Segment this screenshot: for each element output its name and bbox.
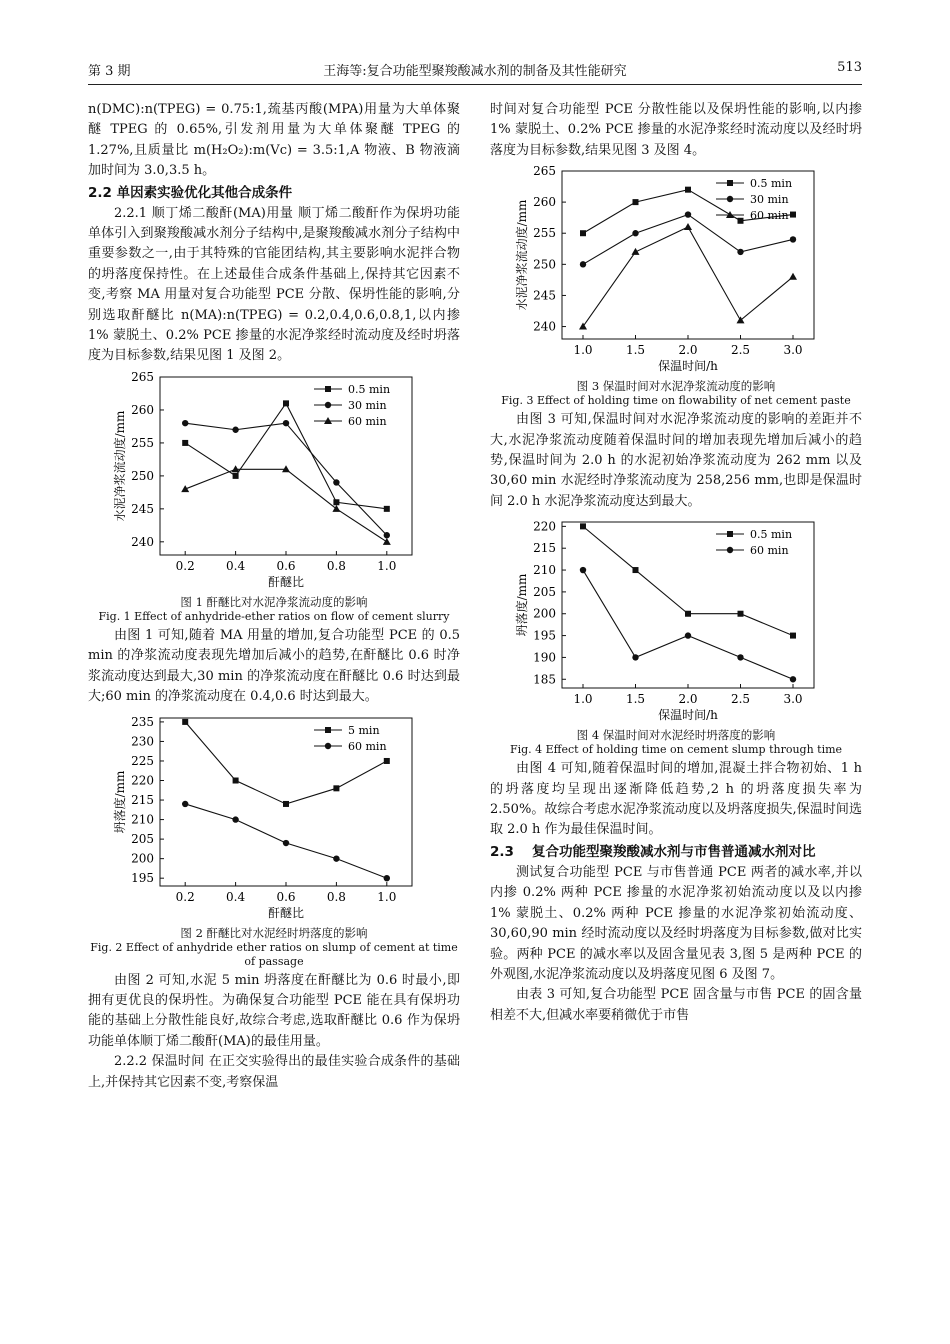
data-point: [790, 633, 796, 639]
data-point: [632, 654, 638, 660]
data-point: [685, 633, 691, 639]
figure-4: [490, 516, 862, 757]
data-point: [632, 230, 638, 236]
x-tick-label: 1.5: [625, 343, 646, 358]
header-rule: [88, 84, 862, 85]
y-tick-label: 245: [533, 288, 556, 303]
legend-label: 60 min: [750, 544, 789, 558]
series-line: [583, 570, 793, 679]
x-tick-label: 2.0: [678, 692, 698, 707]
y-axis-label: 坍落度/mm: [515, 573, 529, 637]
y-tick-label: 215: [533, 541, 556, 556]
y-tick-label: 240: [533, 319, 556, 334]
x-tick-label: 2.0: [678, 343, 698, 358]
x-axis-label: 保温时间/h: [658, 359, 718, 374]
data-point: [790, 676, 796, 682]
y-tick-label: 200: [131, 851, 154, 866]
data-point: [283, 420, 289, 426]
paragraph: n(DMC):n(TPEG) = 0.75:1,巯基丙酸(MPA)用量为大单体聚醚 TPEG 的 0.65%,引发剂用量为大单体聚醚 TPEG 的 1.27%,且质量比 m(H₂O₂):m(Vc) = 3.5:1,A 物液、B 物液滴加时间为 3.0,3.5 h。: [88, 102, 460, 179]
data-point: [333, 855, 339, 861]
x-tick-label: 0.2: [175, 558, 195, 573]
data-point: [384, 757, 390, 763]
y-tick-label: 215: [131, 792, 154, 807]
data-point: [738, 611, 744, 617]
figure-2-chart: [88, 712, 460, 926]
figure-3: [490, 165, 862, 408]
y-tick-label: 200: [533, 606, 556, 621]
figure-1-caption-en: Fig. 1 Effect of anhydride-ether ratios on flow of cement slurry: [98, 609, 450, 623]
paragraph: 2.2.1 顺丁烯二酸酐(MA)用量 顺丁烯二酸酐作为保坍功能单体引入到聚羧酸减水剂分子结构中,是聚羧酸减水剂分子结构中重要参数之一,由于其特殊的官能团结构,其主要影响水泥拌合物的坍落度保持性。在上述最佳合成条件基础上,保持其它因素不变,考察 MA 用量对复合功能型 PCE 分散、保坍性能的影响,分别选取酐醚比 n(MA):n(TPEG) = 0.2,0.4,0.6,0.8,1,以内掺 1% 蒙脱土、0.2% PCE 掺量的水泥净浆经时流动度及经时坍落度为目标参数,结果见图 1 及图 2。: [88, 205, 460, 364]
legend-marker: [727, 180, 733, 186]
data-point: [685, 187, 691, 193]
data-point: [181, 485, 189, 492]
paragraph: 时间对复合功能型 PCE 分散性能以及保坍性能的影响,以内掺 1% 蒙脱土、0.2% PCE 掺量的水泥净浆经时流动度以及经时坍落度为目标参数,结果见图 3 及图 4。: [490, 102, 862, 158]
data-point: [633, 567, 639, 573]
paragraph: 由表 3 可知,复合功能型 PCE 固含量与市售 PCE 的固含量相差不大,但减水率要稍微优于市售: [490, 987, 862, 1023]
x-tick-label: 1.0: [573, 692, 593, 707]
x-tick-label: 0.4: [226, 558, 246, 573]
y-tick-label: 195: [131, 870, 154, 885]
x-tick-label: 0.8: [326, 889, 346, 904]
y-tick-label: 260: [131, 402, 154, 417]
x-axis-label: 酐醚比: [267, 574, 305, 589]
legend-label: 60 min: [348, 414, 387, 428]
figure-2: [88, 712, 460, 969]
section-heading-2-3: [490, 841, 862, 863]
series-line: [583, 215, 793, 265]
figure-2-caption-en: Fig. 2 Effect of anhydride ether ratios on slump of cement at time of passage: [90, 940, 458, 968]
legend-marker: [325, 402, 331, 408]
right-column: [490, 100, 862, 1026]
y-tick-label: 245: [131, 501, 154, 516]
x-tick-label: 1.0: [377, 889, 397, 904]
figure-2-caption: 图 2 酐醚比对水泥经时坍落度的影响: [180, 925, 368, 940]
y-tick-label: 260: [533, 195, 556, 210]
data-point: [233, 473, 239, 479]
figure-4-chart: [490, 516, 862, 728]
data-point: [232, 816, 238, 822]
data-point: [384, 506, 390, 512]
paragraph: 由图 2 可知,水泥 5 min 坍落度在酐醚比为 0.6 时最小,即拥有更优良的保坍性。为确保复合功能型 PCE 能在具有保坍功能的基础上分散性能良好,故综合考虑,选取酐醚比 0.6 作为保坍功能单体顺丁烯二酸酐(MA)的最佳用量。: [88, 972, 460, 1049]
legend-marker: [325, 386, 331, 392]
legend-label: 60 min: [348, 739, 387, 753]
figure-1-caption: 图 1 酐醚比对水泥净浆流动度的影响: [180, 594, 368, 609]
series-line: [185, 423, 387, 535]
data-point: [737, 654, 743, 660]
figure-3-caption: 图 3 保温时间对水泥净浆流动度的影响: [576, 379, 776, 394]
figure-1-chart: [88, 371, 460, 595]
data-point: [685, 212, 691, 218]
y-tick-label: 210: [533, 563, 556, 578]
x-tick-label: 1.5: [625, 692, 646, 707]
data-point: [182, 440, 188, 446]
y-tick-label: 250: [533, 257, 556, 272]
data-point: [738, 218, 744, 224]
data-point: [579, 323, 587, 330]
left-column: [88, 100, 460, 1093]
y-tick-label: 230: [131, 733, 154, 748]
data-point: [383, 538, 391, 545]
data-point: [684, 223, 692, 230]
data-point: [790, 236, 796, 242]
data-point: [633, 199, 639, 205]
data-point: [580, 230, 586, 236]
y-tick-label: 255: [533, 226, 556, 241]
data-point: [632, 248, 640, 255]
data-point: [182, 420, 188, 426]
data-point: [182, 800, 188, 806]
legend-label: 5 min: [348, 723, 380, 737]
series-line: [185, 469, 387, 542]
paragraph: 2.2.2 保温时间 在正交实验得出的最佳实验合成条件的基础上,并保持其它因素不变,考察保温: [88, 1054, 460, 1090]
paragraph: 测试复合功能型 PCE 与市售普通 PCE 两者的减水率,并以内掺 0.2% 两种 PCE 掺量的水泥净浆初始流动度以及以内掺 1% 蒙脱土、0.2% 两种 PCE 掺量的水泥净浆初始流动度、30,60,90 min 经时流动度以及经时坍落度为目标参数,做对比实验。两种 PCE 的减水率以及固含量见表 3,图 5 是两种 PCE 的外观图,水泥净浆流动度以及坍落度见图 6 及图 7。: [490, 864, 862, 982]
section-heading-2-2: 2.2 单因素实验优化其他合成条件: [88, 184, 293, 201]
y-tick-label: 220: [131, 773, 154, 788]
x-tick-label: 1.0: [377, 558, 397, 573]
series-line: [583, 527, 793, 636]
y-axis-label: 水泥净浆流动度/mm: [113, 410, 127, 522]
data-point: [384, 874, 390, 880]
data-point: [333, 479, 339, 485]
x-tick-label: 0.6: [276, 889, 296, 904]
data-point: [332, 505, 340, 512]
data-point: [790, 212, 796, 218]
section-number: 2.3: [490, 843, 514, 860]
x-tick-label: 3.0: [783, 692, 803, 707]
x-tick-label: 0.8: [326, 558, 346, 573]
y-axis-label: 水泥净浆流动度/mm: [515, 199, 529, 311]
x-axis-label: 保温时间/h: [658, 708, 718, 723]
legend-marker: [325, 742, 331, 748]
legend-label: 60 min: [750, 209, 789, 223]
legend-label: 0.5 min: [348, 382, 391, 396]
x-tick-label: 3.0: [783, 343, 803, 358]
paragraph: 由图 3 可知,保温时间对水泥净浆流动度的影响的差距并不大,水泥净浆流动度随着保温时间的增加表现先增加后减小的趋势,保温时间为 2.0 h 的水泥初始净浆流动度为 262 mm 以及 30,60 min 水泥经时净浆流动度为 258,256 mm,也即是保温时间 2.0 h 水泥净浆流动度达到最大。: [490, 412, 862, 509]
x-tick-label: 2.5: [730, 692, 751, 707]
data-point: [233, 777, 239, 783]
legend-marker: [727, 196, 733, 202]
y-tick-label: 265: [533, 165, 556, 179]
series-line: [583, 227, 793, 327]
running-title: 王海等:复合功能型聚羧酸减水剂的制备及其性能研究: [323, 64, 627, 79]
y-tick-label: 210: [131, 812, 154, 827]
figure-3-chart: [490, 165, 862, 379]
legend-marker: [727, 547, 733, 553]
page-number: 513: [837, 60, 862, 75]
figure-3-caption-en: Fig. 3 Effect of holding time on flowability of net cement paste: [501, 394, 851, 408]
x-tick-label: 0.2: [175, 889, 195, 904]
figure-4-caption-en: Fig. 4 Effect of holding time on cement slump through time: [509, 743, 843, 757]
legend-label: 30 min: [750, 193, 789, 207]
x-axis-label: 酐醚比: [267, 905, 305, 920]
data-point: [283, 800, 289, 806]
y-tick-label: 205: [131, 831, 154, 846]
section-title: 复合功能型聚羧酸减水剂与市售普通减水剂对比: [532, 843, 816, 860]
x-tick-label: 2.5: [730, 343, 751, 358]
data-point: [789, 273, 797, 280]
paragraph: 由图 4 可知,随着保温时间的增加,混凝土拌合物初始、1 h 的坍落度均呈现出逐渐降低趋势,2 h 的坍落度损失率为 2.50%。故综合考虑水泥净浆流动度以及坍落度损失,保温时间选取 2.0 h 作为最佳保温时间。: [490, 761, 862, 838]
y-axis-label: 坍落度/mm: [113, 770, 127, 833]
data-point: [283, 400, 289, 406]
legend-label: 0.5 min: [750, 177, 793, 191]
paragraph: 由图 1 可知,随着 MA 用量的增加,复合功能型 PCE 的 0.5 min 的净浆流动度表现先增加后减小的趋势,在酐醚比 0.6 时净浆流动度达到最大,30 min 的净浆流动度在酐醚比 0.6 时达到最大;60 min 的净浆流动度在 0.4,0.6 时达到最大。: [88, 627, 460, 705]
y-tick-label: 255: [131, 435, 154, 450]
data-point: [232, 426, 238, 432]
x-tick-label: 0.6: [276, 558, 296, 573]
data-point: [333, 785, 339, 791]
data-point: [333, 499, 339, 505]
data-point: [737, 249, 743, 255]
y-tick-label: 185: [533, 672, 556, 687]
legend-marker: [325, 727, 331, 733]
y-tick-label: 235: [131, 714, 154, 729]
data-point: [580, 567, 586, 573]
legend-label: 0.5 min: [750, 528, 793, 542]
x-tick-label: 1.0: [573, 343, 593, 358]
y-tick-label: 225: [131, 753, 154, 768]
data-point: [580, 524, 586, 530]
y-tick-label: 220: [533, 519, 556, 534]
y-tick-label: 190: [533, 650, 556, 665]
y-tick-label: 265: [131, 370, 154, 384]
x-tick-label: 0.4: [226, 889, 246, 904]
data-point: [384, 532, 390, 538]
figure-4-caption: 图 4 保温时间对水泥经时坍落度的影响: [576, 728, 776, 743]
legend-marker: [727, 531, 733, 537]
legend-label: 30 min: [348, 398, 387, 412]
y-tick-label: 205: [533, 585, 556, 600]
data-point: [580, 261, 586, 267]
data-point: [685, 611, 691, 617]
y-tick-label: 250: [131, 468, 154, 483]
y-tick-label: 240: [131, 534, 154, 549]
running-header: [88, 60, 862, 82]
y-tick-label: 195: [533, 628, 556, 643]
figure-1: [88, 371, 460, 624]
data-point: [283, 839, 289, 845]
data-point: [182, 718, 188, 724]
issue-number: 第 3 期: [88, 64, 131, 79]
